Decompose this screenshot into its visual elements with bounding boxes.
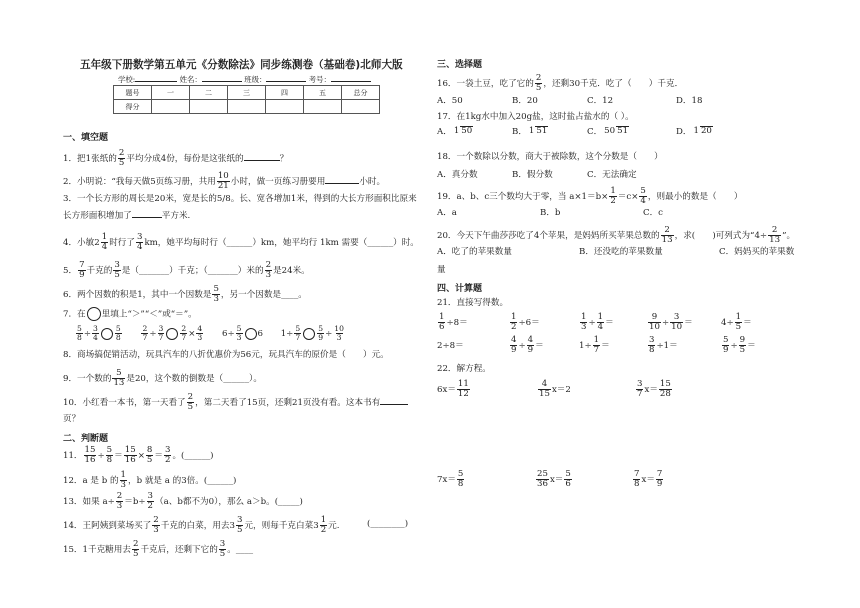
calc-item[interactable]: 4÷ $\frac{1}{5}$ ＝ xyxy=(721,312,752,332)
score-value-row xyxy=(114,100,380,114)
option-b[interactable]: B． 1 51 xyxy=(512,126,548,137)
equation-3[interactable]: $\frac{3}{7}$ x＝ $\frac{15}{28}$ xyxy=(637,379,671,399)
fraction: $\frac{2}{5}$ xyxy=(118,148,125,168)
compare-item: $\frac{2}{7}$ ÷ $\frac{3}{7}$ $\frac{2}{7}$ × $\frac{4}{3}$ xyxy=(142,324,203,342)
option-a[interactable]: A．吃了的苹果数量 xyxy=(437,247,512,257)
question-11: 11． $\frac{15}{16}$ ÷ $\frac{5}{8}$ ＝ $\frac{15}{16}$ × $\frac{8}{5}$ ＝ $\frac{3}{2}$ 。(______) xyxy=(63,445,214,465)
equation-6[interactable]: $\frac{7}{8}$ x＝ $\frac{7}{9}$ xyxy=(634,469,663,489)
score-row-label: 得分 xyxy=(114,100,152,114)
score-header-cell: 五 xyxy=(304,86,342,100)
option-a[interactable]: A．50 xyxy=(437,96,463,106)
compare-circle-icon xyxy=(87,307,101,321)
compare-item: 6÷ $\frac{5}{3}$ 6 xyxy=(221,324,263,342)
section-1-heading: 一、填空题 xyxy=(63,133,109,143)
compare-item: 1÷ $\frac{5}{7}$ $\frac{5}{9}$ ÷ $\frac{10}{3}$ xyxy=(280,324,344,342)
score-header-cell: 一 xyxy=(152,86,190,100)
calc-item[interactable]: $\frac{9}{10}$ ÷ $\frac{3}{10}$ ＝ xyxy=(649,312,693,332)
score-header-cell: 四 xyxy=(266,86,304,100)
question-19-options xyxy=(437,208,663,219)
score-cell[interactable] xyxy=(152,100,190,114)
score-cell[interactable] xyxy=(342,100,380,114)
score-cell[interactable] xyxy=(304,100,342,114)
question-15: 15．1千克糖用去 $\frac{2}{5}$ 千克后，还剩下它的 $\frac{3}{5}$ 。____ xyxy=(63,539,254,559)
question-14: 14．王阿姨到菜场买了 $\frac{2}{3}$ 千克的白菜，用去3 $\frac{3}{5}$ 元，则每千克白菜3 $\frac{1}{2}$ 元. xyxy=(63,515,340,535)
score-header-cell: 总分 xyxy=(342,86,380,100)
fraction: $\frac{10}{21}$ xyxy=(217,171,229,191)
option-c[interactable]: C．无法确定 xyxy=(587,170,637,180)
score-cell[interactable] xyxy=(228,100,266,114)
calc-item[interactable]: $\frac{1}{2}$ ÷6＝ xyxy=(511,312,540,332)
question-7: 7．在 里填上“＞”“＜”或“＝”。 xyxy=(63,307,197,321)
answer-blank[interactable] xyxy=(380,404,408,405)
question-19: 19．a、b、c三个数均大于零，当 a×1＝b× $\frac{1}{2}$ ＝c× $\frac{5}{4}$ ，则最小的数是（ ） xyxy=(437,186,743,206)
question-20-option-wrap: 量 xyxy=(437,265,446,275)
score-cell[interactable] xyxy=(266,100,304,114)
option-c[interactable]: C．妈妈买的苹果数 xyxy=(719,247,795,257)
option-c[interactable]: C． 50 51 xyxy=(587,126,629,137)
option-a[interactable]: A． 1 50 xyxy=(437,126,473,137)
question-18-options xyxy=(437,170,637,181)
question-6: 6．两个因数的积是1，其中一个因数是 $\frac{5}{3}$ ，另一个因数是____。 xyxy=(63,284,307,304)
score-header-cell: 三 xyxy=(228,86,266,100)
equation-1[interactable]: 6x＝ $\frac{11}{12}$ xyxy=(437,379,469,399)
calc-item[interactable]: 2÷8＝ xyxy=(437,341,464,351)
score-cell[interactable] xyxy=(190,100,228,114)
option-d[interactable]: D．18 xyxy=(676,96,703,106)
option-b[interactable]: B．假分数 xyxy=(512,170,553,180)
compare-item: $\frac{5}{8}$ ÷ $\frac{3}{4}$ $\frac{5}{8}$ xyxy=(77,324,121,342)
question-9: 9．一个数的 $\frac{5}{13}$ 是20，这个数的倒数是（______）。 xyxy=(63,368,262,388)
option-c[interactable]: C．12 xyxy=(587,96,614,106)
question-17-options xyxy=(437,126,714,138)
question-10: 10．小红看一本书，第一天看了 $\frac{2}{5}$ ，第二天看了15页，还剩21页没有看。这本书有 xyxy=(63,393,408,412)
school-label: 学校: xyxy=(118,75,136,84)
equation-4[interactable]: 7x＝ $\frac{5}{8}$ xyxy=(437,469,464,489)
number-label: 考号： xyxy=(308,75,331,84)
score-header-cell: 二 xyxy=(190,86,228,100)
score-header-cell: 题号 xyxy=(114,86,152,100)
info-line xyxy=(118,74,371,85)
calc-item[interactable]: $\frac{3}{8}$ ÷1＝ xyxy=(649,335,678,355)
option-c[interactable]: C．c xyxy=(643,208,663,218)
question-10-tail: 页？ xyxy=(63,414,81,424)
section-3-heading: 三、选择题 xyxy=(437,60,483,70)
option-b[interactable]: B．还没吃的苹果数量 xyxy=(579,247,663,257)
answer-blank[interactable] xyxy=(325,183,359,184)
question-13: 13．如果 a÷ $\frac{2}{3}$ ＝b÷ $\frac{3}{2}$ （a、b都不为0），那么 a＞b。(_____) xyxy=(63,491,303,511)
question-21: 21．直接写得数。 xyxy=(437,298,509,308)
question-3-line2: 长方形面积增加了 平方米. xyxy=(63,211,191,221)
section-2-heading: 二、判断题 xyxy=(63,434,109,444)
equation-5[interactable]: $\frac{25}{36}$ x＝ $\frac{5}{6}$ xyxy=(537,469,571,489)
option-b[interactable]: B．b xyxy=(540,208,561,218)
question-7-items xyxy=(75,325,346,342)
calc-item[interactable]: $\frac{1}{3}$ ÷ $\frac{1}{4}$ ＝ xyxy=(581,312,614,332)
class-label: 班级： xyxy=(244,75,267,84)
question-4: 4．小敏2 $\frac{1}{4}$ 时行了 $\frac{3}{4}$ km，她平均每时行（______）km，她平均行 1km 需要（______）时。 xyxy=(63,232,419,252)
answer-blank[interactable] xyxy=(244,160,280,161)
question-20: 20．今天下午曲莎莎吃了4个苹果，是妈妈所买苹果总数的 $\frac{2}{13}$ ，求( )可列式为“4÷ $\frac{2}{13}$ ”。 xyxy=(437,225,796,245)
equation-2[interactable]: $\frac{4}{15}$ x＝2 xyxy=(539,379,571,399)
option-b[interactable]: B．20 xyxy=(512,96,538,106)
question-12: 12．a 是 b 的 $\frac{1}{3}$ ，b 就是 a 的3倍。(______) xyxy=(63,470,237,490)
calc-item[interactable]: 1÷ $\frac{1}{7}$ ＝ xyxy=(579,335,610,355)
score-table xyxy=(113,85,380,114)
section-4-heading: 四、计算题 xyxy=(437,284,483,294)
score-header-row xyxy=(114,86,380,100)
question-1: 1．把1张纸的 $\frac{2}{5}$ 平均分成4份，每份是这张纸的 ？ xyxy=(63,148,289,168)
answer-blank[interactable] xyxy=(132,217,162,218)
option-a[interactable]: A．真分数 xyxy=(437,170,478,180)
question-16-options xyxy=(437,96,702,107)
question-5: 5． $\frac{7}{9}$ 千克的 $\frac{3}{5}$ 是（_______）千克；（_______）米的 $\frac{2}{3}$ 是24米。 xyxy=(63,260,310,280)
page-title: 五年级下册数学第五单元《分数除法》同步练测卷（基础卷)北师大版 xyxy=(80,59,403,71)
calc-item[interactable]: $\frac{5}{9}$ ÷ $\frac{9}{5}$ ＝ xyxy=(723,335,756,355)
calc-item[interactable]: $\frac{1}{6}$ ÷8＝ xyxy=(439,312,468,332)
name-label: 姓名： xyxy=(179,75,202,84)
calc-item[interactable]: $\frac{4}{9}$ ÷ $\frac{4}{9}$ ＝ xyxy=(511,335,544,355)
compare-circle-icon[interactable] xyxy=(245,328,257,340)
question-20-options xyxy=(437,247,794,258)
question-3-line1: 3．一个长方形的周长是20米，宽是长的5/8。长、宽各增加1米，得到的大长方形面积比原来 xyxy=(63,194,417,204)
question-18: 18．一个数除以分数，商大于被除数，这个分数是（ ） xyxy=(437,152,663,162)
compare-circle-icon[interactable] xyxy=(303,328,315,340)
question-2: 2．小明说：“我每天做5页练习册，共用 $\frac{10}{21}$ 小时，做一页练习册要用 小时。 xyxy=(63,171,386,191)
option-a[interactable]: A．a xyxy=(437,208,457,218)
question-14-answer[interactable]: (________) xyxy=(367,519,409,529)
question-8: 8．商场搞促销活动，玩具汽车的八折优惠价为56元，玩具汽车的原价是（ ）元。 xyxy=(63,350,389,360)
compare-circle-icon[interactable] xyxy=(166,328,178,340)
question-22: 22．解方程。 xyxy=(437,364,491,374)
question-16: 16．一袋土豆，吃了它的 $\frac{2}{5}$ ，还剩30千克．吃了（ ）千克． xyxy=(437,73,684,93)
option-d[interactable]: D． 1 20 xyxy=(676,126,712,137)
compare-circle-icon[interactable] xyxy=(101,328,113,340)
question-17: 17．在1kg水中加入20g盐，这时盐占盐水的（ ）。 xyxy=(437,112,634,122)
